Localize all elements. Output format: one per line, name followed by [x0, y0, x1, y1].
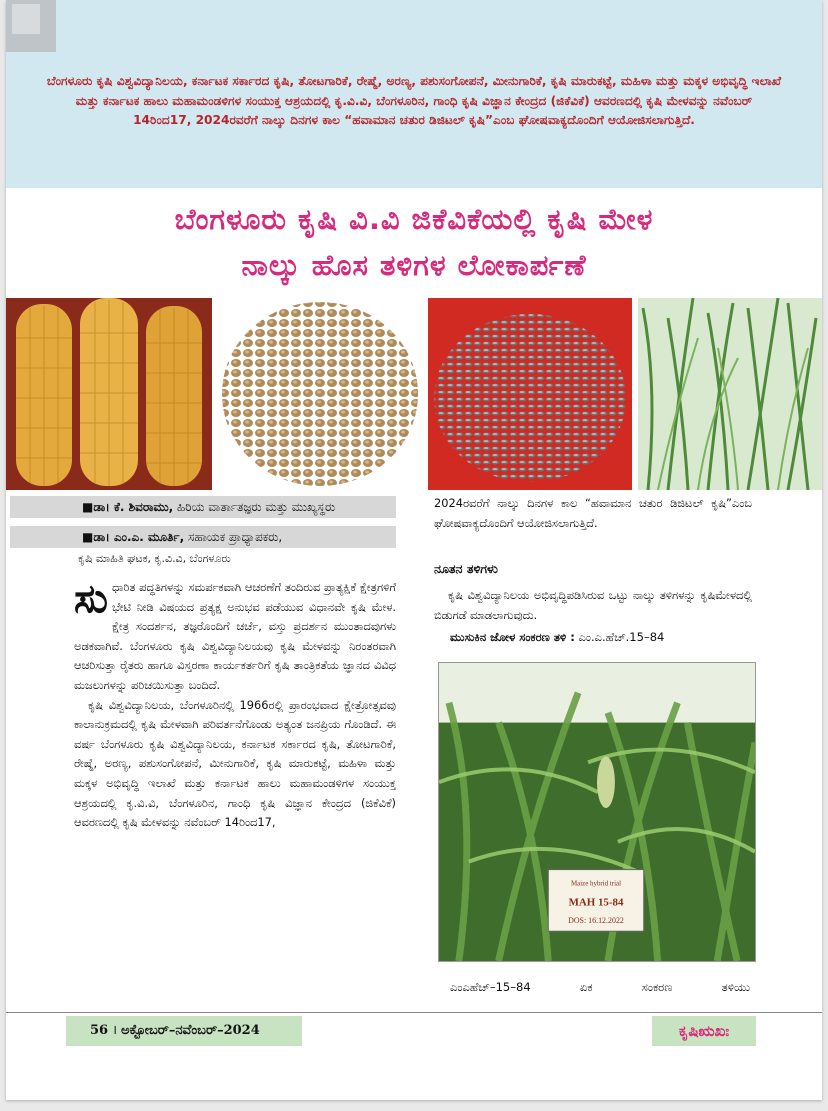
sign-line-1: Maize hybrid trial: [570, 879, 622, 888]
article-left-column: [74, 578, 396, 833]
sunflower-seeds-photo: [428, 298, 632, 490]
sign-line-3: DOS: 16.12.2022: [568, 916, 624, 926]
article-headline: [26, 196, 802, 288]
drop-cap: ಸು: [74, 576, 108, 622]
paragraph-1-text: ಧಾರಿತ ಪದ್ಧತಿಗಳನ್ನು ಸಮರ್ಪಕವಾಗಿ ಆಚರಣೆಗೆ ತಂದಿರುವ ಪ್ರಾತ್ಯಕ್ಷಿಕೆ ಕ್ಷೇತ್ರಗಳಿಗೆ ಭೇಟಿ ನೀಡಿ ವಿಷಯದ ಪ್ರತ್ಯಕ್ಷ ಅನುಭವ ಪಡೆಯುವ ವಿಧಾನವೇ ಕೃಷಿ ಮೇಳ. ಕ್ಷೇತ್ರ ಸಂದರ್ಶನ, ತಜ್ಞರೊಂದಿಗೆ ಚರ್ಚೆ, ವಸ್ತು ಪ್ರದರ್ಶನ ಮುಂತಾದವುಗಳು ಅಡಕವಾಗಿವೆ. ಬೆಂಗಳೂರು ಕೃಷಿ ವಿಶ್ವವಿದ್ಯಾನಿಲಯವು ಕೃಷಿ ಮೇಳವನ್ನು ನಿರಂತರವಾಗಿ ಆಚರಿಸುತ್ತಾ ರೈತರು ಹಾಗೂ ವಿಸ್ತರಣಾ ಕಾರ್ಯಕರ್ತರಿಗೆ ಕೃಷಿ ತಾಂತ್ರಿಕತೆಯ ಜ್ಞಾನದ ವಿವಿಧ ಮಜಲುಗಳನ್ನು ಪರಿಚಯಿಸುತ್ತಾ ಬಂದಿದೆ.: [74, 580, 396, 692]
cowpea-seeds-photo: [218, 298, 422, 490]
caption-word: ಏಕ: [579, 980, 593, 994]
photo-caption: [450, 980, 750, 995]
variety-value: ಎಂ.ಎ.ಹೆಚ್.15–84: [574, 630, 665, 644]
author-1: [10, 496, 396, 518]
grass-crop-photo: [638, 298, 822, 490]
headline-line-2: ನಾಲ್ಕು ಹೊಸ ತಳಿಗಳ ಲೋಕಾರ್ಪಣೆ: [241, 248, 587, 282]
author-1-role: ಹಿರಿಯ ವಾರ್ತಾತಜ್ಞರು ಮತ್ತು ಮುಖ್ಯಸ್ಥರು: [173, 500, 336, 514]
author-affiliation: ಕೃಷಿ ಮಾಹಿತಿ ಘಟಕ, ಕೃ.ವಿ.ವಿ, ಬೆಂಗಳೂರು: [78, 552, 231, 565]
page-corner-marker: [6, 0, 56, 52]
footer-separator: ।: [112, 1023, 118, 1038]
variety-heading: [450, 630, 664, 645]
issue-date: ಅಕ್ಟೋಬರ್–ನವೆಂಬರ್–2024: [121, 1023, 260, 1038]
bullet-icon: ■: [82, 530, 94, 544]
maize-field-photo: [438, 662, 756, 962]
sign-line-2: MAH 15-84: [568, 896, 624, 909]
article-right-continuation: 2024ರವರೆಗೆ ನಾಲ್ಕು ದಿನಗಳ ಕಾಲ “ಹವಾಮಾನ ಚತುರ ಡಿಜಿಟಲ್ ಕೃಷಿ”ಎಂಬ ಘೋಷವಾಕ್ಯದೊಂದಿಗೆ ಆಯೋಜಿಸಲಾಗುತ್ತಿದೆ.: [434, 496, 752, 530]
footer-rule: [6, 1012, 822, 1013]
paragraph-2: ಕೃಷಿ ವಿಶ್ವವಿದ್ಯಾನಿಲಯ, ಬೆಂಗಳೂರಿನಲ್ಲಿ 1966ರಲ್ಲಿ ಪ್ರಾರಂಭವಾದ ಕ್ಷೇತ್ರೋತ್ಸವವು ಕಾಲಾನುಕ್ರಮದಲ್ಲಿ ಕೃಷಿ ಮೇಳವಾಗಿ ಪರಿವರ್ತನೆಗೊಂಡು ಅತ್ಯಂತ ಜನಪ್ರಿಯ ಗೊಂಡಿದೆ. ಈ ವರ್ಷ ಬೆಂಗಳೂರು ಕೃಷಿ ವಿಶ್ವವಿದ್ಯಾನಿಲಯ, ಕರ್ನಾಟಕ ಸರ್ಕಾರದ ಕೃಷಿ, ತೋಟಗಾರಿಕೆ, ರೇಷ್ಮೆ, ಅರಣ್ಯ, ಪಶುಸಂಗೋಪನೆ, ಮೀನುಗಾರಿಕೆ, ಕೃಷಿ ಮಾರುಕಟ್ಟೆ, ಮಹಿಳಾ ಮತ್ತು ಮಕ್ಕಳ ಅಭಿವೃದ್ಧಿ ಇಲಾಖೆ ಮತ್ತು ಕರ್ನಾಟಕ ಹಾಲು ಮಹಾಮಂಡಳಿಗಳ ಸಂಯುಕ್ತ ಆಶ್ರಯದಲ್ಲಿ ಕೃ.ವಿ.ವಿ, ಬೆಂಗಳೂರಿನ, ಗಾಂಧಿ ಕೃಷಿ ವಿಜ್ಞಾನ ಕೇಂದ್ರದ (ಜಿಕೆವಿಕೆ) ಆವರಣದಲ್ಲಿ ಕೃಷಿ ಮೇಳವನ್ನು ನವೆಂಬರ್ 14ರಿಂದ17,: [74, 697, 396, 830]
caption-word: ಎಂಎಹೆಚ್–15–84: [450, 980, 531, 994]
section-subheading: ನೂತನ ತಳಿಗಳು: [434, 561, 498, 576]
author-2: [10, 526, 396, 548]
bullet-icon: ■: [82, 500, 94, 514]
author-1-name: ಡಾ। ಕೆ. ಶಿವರಾಮು,: [93, 500, 174, 514]
caption-word: ಸಂಕರಣ: [641, 980, 673, 994]
maize-cobs-photo: [6, 298, 212, 490]
variety-photo-strip: [6, 298, 822, 490]
author-2-name: ಡಾ। ಎಂ.ಎ. ಮೂರ್ತಿ,: [93, 530, 185, 544]
caption-word: ತಳಿಯು: [721, 980, 750, 994]
author-2-role: ಸಹಾಯಕ ಪ್ರಾಧ್ಯಾಪಕರು,: [184, 530, 283, 544]
footer-page-info: [66, 1016, 302, 1046]
varieties-paragraph: ಕೃಷಿ ವಿಶ್ವವಿದ್ಯಾನಿಲಯ ಅಭಿವೃದ್ಧಿಪಡಿಸಿರುವ ಒಟ್ಟು ನಾಲ್ಕು ತಳಿಗಳನ್ನು ಕೃಷಿಮೇಳದಲ್ಲಿ ಬಿಡುಗಡೆ ಮಾಡಲಾಗುವುದು.: [434, 588, 752, 622]
paragraph-1: [74, 578, 396, 696]
intro-banner: [6, 0, 822, 188]
headline-line-1: ಬೆಂಗಳೂರು ಕೃಷಿ ವಿ.ವಿ ಜಿಕೆವಿಕೆಯಲ್ಲಿ ಕೃಷಿ ಮೇಳ: [174, 202, 654, 236]
variety-label: ಮುಸುಕಿನ ಜೋಳ ಸಂಕರಣ ತಳಿ :: [450, 630, 575, 644]
magazine-page: [6, 0, 822, 1100]
intro-banner-text: ಬೆಂಗಳೂರು ಕೃಷಿ ವಿಶ್ವವಿದ್ಯಾನಿಲಯ, ಕರ್ನಾಟಕ ಸರ್ಕಾರದ ಕೃಷಿ, ತೋಟಗಾರಿಕೆ, ರೇಷ್ಮೆ, ಅರಣ್ಯ, ಪಶುಸಂಗೋಪನೆ, ಮೀನುಗಾರಿಕೆ, ಕೃಷಿ ಮಾರುಕಟ್ಟೆ, ಮಹಿಳಾ ಮತ್ತು ಮಕ್ಕಳ ಅಭಿವೃದ್ಧಿ ಇಲಾಖೆ ಮತ್ತು ಕರ್ನಾಟಕ ಹಾಲು ಮಹಾಮಂಡಳಿಗಳ ಸಂಯುಕ್ತ ಆಶ್ರಯದಲ್ಲಿ ಕೃ.ವಿ.ವಿ, ಬೆಂಗಳೂರಿನ, ಗಾಂಧಿ ಕೃಷಿ ವಿಜ್ಞಾನ ಕೇಂದ್ರದ (ಜಿಕೆವಿಕೆ) ಆವರಣದಲ್ಲಿ ಕೃಷಿ ಮೇಳವನ್ನು ನವೆಂಬರ್ 14ರಿಂದ17, 2024ರವರೆಗೆ ನಾಲ್ಕು ದಿನಗಳ ಕಾಲ “ಹವಾಮಾನ ಚತುರ ಡಿಜಿಟಲ್ ಕೃಷಿ”ಎಂಬ ಘೋಷವಾಕ್ಯದೊಂದಿಗೆ ಆಯೋಜಿಸಲಾಗುತ್ತಿದೆ.: [46, 74, 782, 127]
page-number: 56: [90, 1023, 109, 1038]
magazine-logo: ಕೃಷಿಋಖಃ: [652, 1016, 756, 1046]
